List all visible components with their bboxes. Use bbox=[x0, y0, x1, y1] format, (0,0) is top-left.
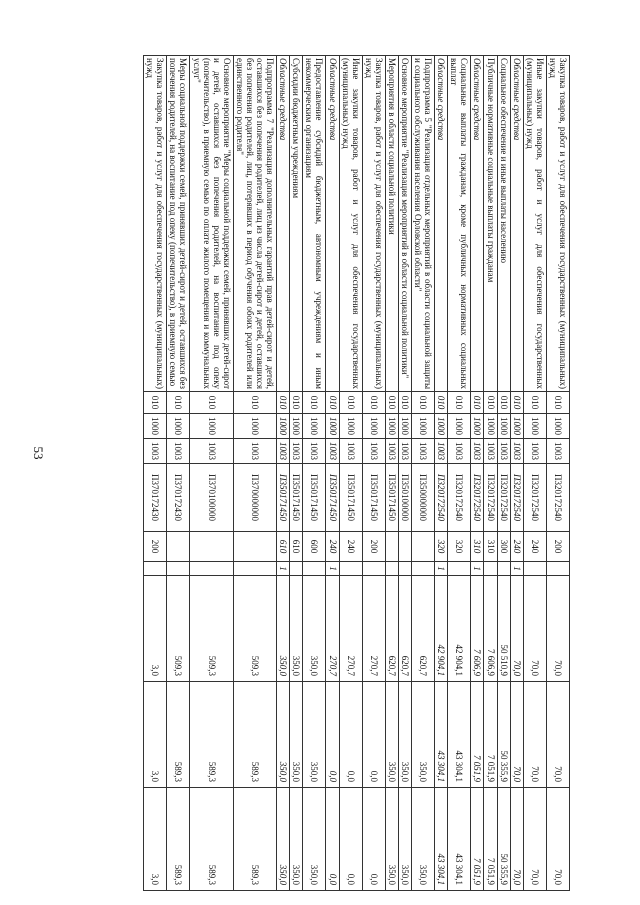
row-name: Основное мероприятие "Реализация мероприятий в области социальной политики" bbox=[398, 56, 411, 392]
source-mark bbox=[339, 562, 362, 576]
amount-year-3: 7 051,9 bbox=[471, 788, 484, 891]
amount-year-2: 589,3 bbox=[190, 682, 233, 788]
amount-year-2: 70,0 bbox=[510, 682, 523, 788]
grbs-code: 010 bbox=[233, 392, 276, 414]
grbs-code: 010 bbox=[144, 392, 167, 414]
amount-year-3: 589,3 bbox=[233, 788, 276, 891]
source-mark: 1 bbox=[435, 562, 448, 576]
amount-year-2: 589,3 bbox=[233, 682, 276, 788]
target-article-code: П370172430 bbox=[144, 464, 167, 532]
amount-year-1: 42 904,1 bbox=[435, 576, 448, 682]
subsection-code: 1003 bbox=[167, 439, 190, 464]
subsection-code: 1003 bbox=[385, 439, 398, 464]
table-row bbox=[471, 56, 484, 891]
row-name: Областные средства bbox=[471, 56, 484, 392]
amount-year-2: 43 304,1 bbox=[435, 682, 448, 788]
grbs-code: 010 bbox=[362, 392, 385, 414]
grbs-code: 010 bbox=[497, 392, 510, 414]
source-mark: 1 bbox=[277, 562, 290, 576]
grbs-code: 010 bbox=[510, 392, 523, 414]
amount-year-3: 0,0 bbox=[326, 788, 339, 891]
section-code: 1000 bbox=[190, 414, 233, 439]
expense-type-code: 600 bbox=[303, 532, 326, 562]
section-code: 1000 bbox=[326, 414, 339, 439]
subsection-code: 1003 bbox=[326, 439, 339, 464]
amount-year-1: 350,0 bbox=[303, 576, 326, 682]
amount-year-3: 350,0 bbox=[398, 788, 411, 891]
amount-year-2: 350,0 bbox=[411, 682, 434, 788]
row-name: Публичные нормативные социальные выплаты гражданам bbox=[484, 56, 497, 392]
expense-type-code: 240 bbox=[523, 532, 546, 562]
target-article-code: П350171450 bbox=[303, 464, 326, 532]
target-article-code: П320172540 bbox=[435, 464, 448, 532]
table-row bbox=[339, 56, 362, 891]
amount-year-3: 350,0 bbox=[411, 788, 434, 891]
source-mark bbox=[190, 562, 233, 576]
amount-year-3: 350,0 bbox=[290, 788, 303, 891]
expense-type-code: 200 bbox=[546, 532, 569, 562]
target-article-code: П370172430 bbox=[167, 464, 190, 532]
row-name: Закупка товаров, работ и услуг для обеспечения государственных (муниципальных) нужд bbox=[546, 56, 569, 392]
section-code: 1000 bbox=[435, 414, 448, 439]
section-code: 1000 bbox=[277, 414, 290, 439]
page-number: 53 bbox=[31, 446, 46, 459]
expense-type-code bbox=[411, 532, 434, 562]
amount-year-1: 270,7 bbox=[362, 576, 385, 682]
target-article-code: П350171450 bbox=[385, 464, 398, 532]
source-mark bbox=[233, 562, 276, 576]
amount-year-2: 0,0 bbox=[326, 682, 339, 788]
amount-year-3: 43 304,1 bbox=[448, 788, 471, 891]
grbs-code: 010 bbox=[385, 392, 398, 414]
target-article-code: П350171450 bbox=[277, 464, 290, 532]
expense-type-code bbox=[190, 532, 233, 562]
subsection-code: 1003 bbox=[290, 439, 303, 464]
row-name: Закупка товаров, работ и услуг для обеспечения государственных (муниципальных) нужд bbox=[144, 56, 167, 392]
amount-year-1: 50 510,9 bbox=[497, 576, 510, 682]
amount-year-3: 43 304,1 bbox=[435, 788, 448, 891]
expense-type-code: 320 bbox=[435, 532, 448, 562]
expense-type-code: 240 bbox=[326, 532, 339, 562]
table-row bbox=[303, 56, 326, 891]
expense-type-code: 610 bbox=[277, 532, 290, 562]
target-article-code: П350000000 bbox=[411, 464, 434, 532]
target-article-code: П370000000 bbox=[233, 464, 276, 532]
amount-year-1: 620,7 bbox=[385, 576, 398, 682]
row-name: Мероприятия в области социальной политики bbox=[385, 56, 398, 392]
source-mark bbox=[144, 562, 167, 576]
section-code: 1000 bbox=[303, 414, 326, 439]
amount-year-1: 42 904,1 bbox=[448, 576, 471, 682]
target-article-code: П350171450 bbox=[362, 464, 385, 532]
subsection-code: 1003 bbox=[411, 439, 434, 464]
amount-year-2: 350,0 bbox=[277, 682, 290, 788]
table-row bbox=[167, 56, 190, 891]
table-row bbox=[497, 56, 510, 891]
expense-type-code bbox=[233, 532, 276, 562]
grbs-code: 010 bbox=[523, 392, 546, 414]
expense-type-code: 240 bbox=[510, 532, 523, 562]
section-code: 1000 bbox=[448, 414, 471, 439]
grbs-code: 010 bbox=[190, 392, 233, 414]
subsection-code: 1003 bbox=[362, 439, 385, 464]
table-row bbox=[144, 56, 167, 891]
section-code: 1000 bbox=[339, 414, 362, 439]
amount-year-1: 509,3 bbox=[233, 576, 276, 682]
subsection-code: 1003 bbox=[398, 439, 411, 464]
row-name: Областные средства bbox=[326, 56, 339, 392]
table-row bbox=[510, 56, 523, 891]
amount-year-1: 509,3 bbox=[190, 576, 233, 682]
source-mark bbox=[546, 562, 569, 576]
expense-type-code: 200 bbox=[144, 532, 167, 562]
subsection-code: 1003 bbox=[510, 439, 523, 464]
amount-year-3: 7 051,9 bbox=[484, 788, 497, 891]
target-article-code: П320172540 bbox=[510, 464, 523, 532]
source-mark bbox=[362, 562, 385, 576]
target-article-code: П320172540 bbox=[448, 464, 471, 532]
rotated-page-content bbox=[75, 55, 570, 890]
subsection-code: 1003 bbox=[497, 439, 510, 464]
section-code: 1000 bbox=[362, 414, 385, 439]
source-mark: 1 bbox=[510, 562, 523, 576]
table-row bbox=[484, 56, 497, 891]
amount-year-2: 70,0 bbox=[546, 682, 569, 788]
subsection-code: 1003 bbox=[484, 439, 497, 464]
table-row bbox=[290, 56, 303, 891]
target-article-code: П320172540 bbox=[497, 464, 510, 532]
table-row bbox=[546, 56, 569, 891]
amount-year-1: 509,3 bbox=[167, 576, 190, 682]
table-row bbox=[326, 56, 339, 891]
section-code: 1000 bbox=[398, 414, 411, 439]
table-row bbox=[277, 56, 290, 891]
target-article-code: П350171450 bbox=[339, 464, 362, 532]
target-article-code: П320172540 bbox=[471, 464, 484, 532]
subsection-code: 1003 bbox=[144, 439, 167, 464]
section-code: 1000 bbox=[497, 414, 510, 439]
grbs-code: 010 bbox=[167, 392, 190, 414]
section-code: 1000 bbox=[167, 414, 190, 439]
subsection-code: 1003 bbox=[448, 439, 471, 464]
amount-year-2: 3,0 bbox=[144, 682, 167, 788]
grbs-code: 010 bbox=[398, 392, 411, 414]
amount-year-3: 0,0 bbox=[362, 788, 385, 891]
grbs-code: 010 bbox=[303, 392, 326, 414]
row-name: Подпрограмма 5 "Реализация отдельных мероприятий в области социальной защиты и социального обслуживания населения Орловской области" bbox=[411, 56, 434, 392]
source-mark: 1 bbox=[471, 562, 484, 576]
target-article-code: П350100000 bbox=[398, 464, 411, 532]
target-article-code: П370100000 bbox=[190, 464, 233, 532]
amount-year-1: 7 606,9 bbox=[471, 576, 484, 682]
subsection-code: 1003 bbox=[523, 439, 546, 464]
source-mark bbox=[398, 562, 411, 576]
expense-type-code: 300 bbox=[497, 532, 510, 562]
amount-year-2: 0,0 bbox=[339, 682, 362, 788]
target-article-code: П320172540 bbox=[484, 464, 497, 532]
amount-year-3: 50 355,9 bbox=[497, 788, 510, 891]
amount-year-1: 270,7 bbox=[326, 576, 339, 682]
target-article-code: П350171450 bbox=[290, 464, 303, 532]
table-row bbox=[385, 56, 398, 891]
subsection-code: 1003 bbox=[339, 439, 362, 464]
amount-year-3: 589,3 bbox=[167, 788, 190, 891]
grbs-code: 010 bbox=[326, 392, 339, 414]
grbs-code: 010 bbox=[484, 392, 497, 414]
row-name: Областные средства bbox=[510, 56, 523, 392]
section-code: 1000 bbox=[411, 414, 434, 439]
amount-year-2: 350,0 bbox=[290, 682, 303, 788]
amount-year-3: 70,0 bbox=[510, 788, 523, 891]
table-row bbox=[523, 56, 546, 891]
table-row bbox=[398, 56, 411, 891]
row-name: Областные средства bbox=[277, 56, 290, 392]
expense-type-code: 310 bbox=[471, 532, 484, 562]
grbs-code: 010 bbox=[435, 392, 448, 414]
subsection-code: 1003 bbox=[546, 439, 569, 464]
row-name: Социальные выплаты гражданам, кроме публичных нормативных социальных выплат bbox=[448, 56, 471, 392]
amount-year-1: 7 606,9 bbox=[484, 576, 497, 682]
grbs-code: 010 bbox=[290, 392, 303, 414]
table-row bbox=[411, 56, 434, 891]
amount-year-2: 350,0 bbox=[385, 682, 398, 788]
budget-table bbox=[143, 55, 570, 891]
source-mark bbox=[497, 562, 510, 576]
amount-year-1: 620,7 bbox=[411, 576, 434, 682]
target-article-code: П350171450 bbox=[326, 464, 339, 532]
row-name: Основное мероприятие "Меры социальной поддержки семей, принявших детей-сирот и детей, оставшихся без попечения родителей, на воспитание под опеку (попечительство), в приемную семью по оплате жилого помещения и коммунальных услуг" bbox=[190, 56, 233, 392]
section-code: 1000 bbox=[484, 414, 497, 439]
source-mark bbox=[167, 562, 190, 576]
section-code: 1000 bbox=[523, 414, 546, 439]
amount-year-2: 0,0 bbox=[362, 682, 385, 788]
table-row bbox=[190, 56, 233, 891]
row-name: Меры социальной поддержки семей, принявших детей-сирот и детей, оставшихся без попечения родителей, на воспитание под опеку (попечительство), в приемную семью bbox=[167, 56, 190, 392]
amount-year-2: 589,3 bbox=[167, 682, 190, 788]
amount-year-1: 70,0 bbox=[510, 576, 523, 682]
grbs-code: 010 bbox=[448, 392, 471, 414]
source-mark bbox=[385, 562, 398, 576]
row-name: Подпрограмма 7 "Реализация дополнительных гарантий прав детей-сирот и детей, оставшихся без попечения родителей, лиц из числа детей-сирот и детей, оставшихся без попечения родителей, лиц, потерявших в период обучения обоих родителей или единственного родителя" bbox=[233, 56, 276, 392]
expense-type-code bbox=[385, 532, 398, 562]
expense-type-code: 610 bbox=[290, 532, 303, 562]
section-code: 1000 bbox=[471, 414, 484, 439]
amount-year-3: 3,0 bbox=[144, 788, 167, 891]
source-mark bbox=[484, 562, 497, 576]
grbs-code: 010 bbox=[546, 392, 569, 414]
source-mark: 1 bbox=[326, 562, 339, 576]
expense-type-code: 320 bbox=[448, 532, 471, 562]
grbs-code: 010 bbox=[277, 392, 290, 414]
section-code: 1000 bbox=[233, 414, 276, 439]
source-mark bbox=[411, 562, 434, 576]
amount-year-3: 350,0 bbox=[277, 788, 290, 891]
amount-year-3: 589,3 bbox=[190, 788, 233, 891]
row-name: Предоставление субсидий бюджетным, автономным учреждениям и иным некоммерческим организациям bbox=[303, 56, 326, 392]
amount-year-2: 7 051,9 bbox=[471, 682, 484, 788]
amount-year-3: 350,0 bbox=[385, 788, 398, 891]
amount-year-3: 70,0 bbox=[523, 788, 546, 891]
subsection-code: 1003 bbox=[277, 439, 290, 464]
grbs-code: 010 bbox=[411, 392, 434, 414]
subsection-code: 1003 bbox=[303, 439, 326, 464]
amount-year-1: 70,0 bbox=[523, 576, 546, 682]
amount-year-1: 620,7 bbox=[398, 576, 411, 682]
amount-year-2: 7 051,9 bbox=[484, 682, 497, 788]
amount-year-3: 70,0 bbox=[546, 788, 569, 891]
section-code: 1000 bbox=[144, 414, 167, 439]
expense-type-code: 310 bbox=[484, 532, 497, 562]
amount-year-1: 3,0 bbox=[144, 576, 167, 682]
subsection-code: 1003 bbox=[435, 439, 448, 464]
table-row bbox=[448, 56, 471, 891]
section-code: 1000 bbox=[385, 414, 398, 439]
row-name: Субсидии бюджетным учреждениям bbox=[290, 56, 303, 392]
source-mark bbox=[448, 562, 471, 576]
row-name: Областные средства bbox=[435, 56, 448, 392]
subsection-code: 1003 bbox=[471, 439, 484, 464]
amount-year-2: 50 355,9 bbox=[497, 682, 510, 788]
table-row bbox=[233, 56, 276, 891]
grbs-code: 010 bbox=[471, 392, 484, 414]
subsection-code: 1003 bbox=[233, 439, 276, 464]
expense-type-code bbox=[167, 532, 190, 562]
source-mark bbox=[290, 562, 303, 576]
row-name: Социальное обеспечение и иные выплаты населению bbox=[497, 56, 510, 392]
amount-year-2: 70,0 bbox=[523, 682, 546, 788]
amount-year-1: 70,0 bbox=[546, 576, 569, 682]
amount-year-1: 350,0 bbox=[290, 576, 303, 682]
row-name: Закупка товаров, работ и услуг для обеспечения государственных (муниципальных) нужд bbox=[362, 56, 385, 392]
subsection-code: 1003 bbox=[190, 439, 233, 464]
grbs-code: 010 bbox=[339, 392, 362, 414]
section-code: 1000 bbox=[510, 414, 523, 439]
target-article-code: П320172540 bbox=[546, 464, 569, 532]
amount-year-3: 0,0 bbox=[339, 788, 362, 891]
table-row bbox=[435, 56, 448, 891]
amount-year-3: 350,0 bbox=[303, 788, 326, 891]
table-row bbox=[362, 56, 385, 891]
amount-year-1: 270,7 bbox=[339, 576, 362, 682]
source-mark bbox=[523, 562, 546, 576]
expense-type-code bbox=[398, 532, 411, 562]
row-name: Иные закупки товаров, работ и услуг для обеспечения государственных (муниципальных) нужд bbox=[523, 56, 546, 392]
amount-year-2: 43 304,1 bbox=[448, 682, 471, 788]
amount-year-2: 350,0 bbox=[303, 682, 326, 788]
target-article-code: П320172540 bbox=[523, 464, 546, 532]
section-code: 1000 bbox=[546, 414, 569, 439]
source-mark bbox=[303, 562, 326, 576]
expense-type-code: 240 bbox=[339, 532, 362, 562]
budget-table-body bbox=[144, 56, 570, 891]
row-name: Иные закупки товаров, работ и услуг для обеспечения государственных (муниципальных) нужд bbox=[339, 56, 362, 392]
amount-year-1: 350,0 bbox=[277, 576, 290, 682]
expense-type-code: 200 bbox=[362, 532, 385, 562]
amount-year-2: 350,0 bbox=[398, 682, 411, 788]
section-code: 1000 bbox=[290, 414, 303, 439]
